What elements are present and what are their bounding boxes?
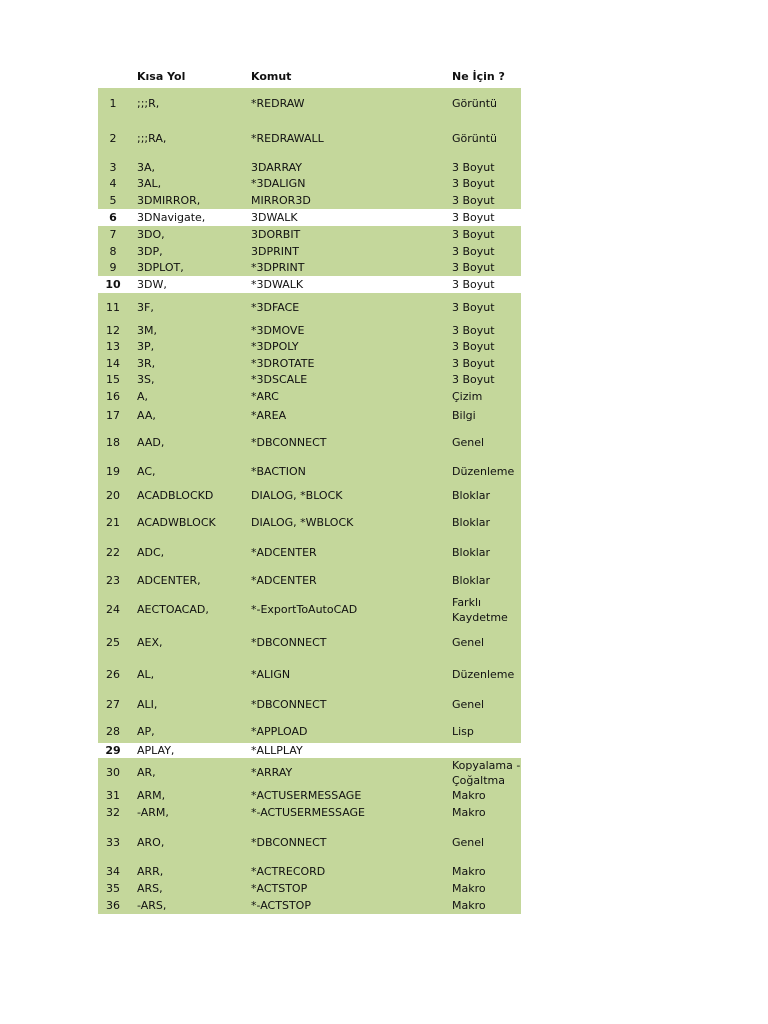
command-cell: *REDRAW <box>251 96 305 110</box>
purpose-cell: Farklı Kaydetme <box>452 595 508 624</box>
row-number: 24 <box>106 603 120 616</box>
table-row <box>98 804 521 821</box>
row-number: 20 <box>106 489 120 502</box>
header-purpose: Ne İçin ? <box>452 70 505 83</box>
table-row <box>98 689 521 720</box>
shortcut-cell: 3DP, <box>137 245 163 258</box>
command-cell: *DBCONNECT <box>251 698 327 711</box>
purpose-cell: Genel <box>452 636 485 649</box>
purpose-cell: Bloklar <box>452 546 491 559</box>
command-cell: *ALLPLAY <box>251 744 303 757</box>
table-row <box>98 322 521 338</box>
command-cell: *3DWALK <box>251 278 304 291</box>
command-cell: *DBCONNECT <box>251 636 327 649</box>
shortcut-cell: 3P, <box>137 340 155 353</box>
shortcut-cell: ALI, <box>137 698 158 711</box>
row-number: 15 <box>106 373 120 386</box>
shortcut-cell: ADCENTER, <box>137 573 201 587</box>
header-short: Kısa Yol <box>137 70 186 83</box>
purpose-cell: Bloklar <box>452 489 491 502</box>
purpose-cell: Makro <box>452 899 486 912</box>
shortcut-cell: AA, <box>137 409 156 422</box>
table-row <box>98 192 521 209</box>
command-cell: *-ACTUSERMESSAGE <box>251 806 366 819</box>
purpose-cell: 3 Boyut <box>452 301 495 314</box>
command-cell: *3DMOVE <box>251 323 305 337</box>
table-row <box>98 625 521 660</box>
purpose-cell: Bloklar <box>452 573 491 587</box>
shortcut-cell: 3R, <box>137 356 156 370</box>
shortcut-cell: AP, <box>137 725 155 738</box>
shortcut-cell: ADC, <box>137 546 165 559</box>
header-command: Komut <box>251 70 292 83</box>
row-number: 16 <box>106 389 120 403</box>
table-row <box>98 821 521 863</box>
shortcut-cell: 3M, <box>137 323 157 337</box>
row-number: 11 <box>106 301 120 314</box>
purpose-cell: Makro <box>452 806 486 819</box>
shortcut-cell: AEX, <box>137 636 163 649</box>
shortcut-cell: ACADBLOCKD <box>137 489 214 502</box>
table-row <box>98 880 521 897</box>
command-cell: *ADCENTER <box>251 573 317 587</box>
purpose-cell: 3 Boyut <box>452 245 495 258</box>
purpose-cell: 3 Boyut <box>452 194 495 207</box>
table-row <box>98 660 521 689</box>
row-number: 13 <box>106 340 120 353</box>
purpose-cell: Genel <box>452 698 485 711</box>
row-number: 17 <box>106 409 120 422</box>
row-number: 7 <box>109 228 117 241</box>
shortcut-cell: ;;;R, <box>137 96 160 110</box>
table-row <box>98 485 521 506</box>
command-cell: *REDRAWALL <box>251 131 324 145</box>
table-row <box>98 88 521 118</box>
shortcut-cell: ARM, <box>137 789 166 802</box>
table-row <box>98 259 521 276</box>
row-number: 35 <box>106 882 120 895</box>
row-number: 18 <box>106 436 120 449</box>
row-number: 10 <box>105 278 121 291</box>
shortcut-cell: ARS, <box>137 882 163 895</box>
purpose-cell: Görüntü <box>452 131 498 145</box>
command-cell: *APPLOAD <box>251 725 308 738</box>
purpose-cell: Görüntü <box>452 96 498 110</box>
shortcut-cell: 3DMIRROR, <box>137 194 201 207</box>
purpose-cell: Makro <box>452 865 486 878</box>
row-number: 19 <box>106 465 120 478</box>
purpose-cell: 3 Boyut <box>452 356 495 370</box>
command-cell: DIALOG, *BLOCK <box>251 489 343 502</box>
command-cell: *DBCONNECT <box>251 835 327 849</box>
shortcut-cell: ARR, <box>137 865 164 878</box>
row-number: 32 <box>106 806 120 819</box>
row-number: 27 <box>106 698 120 711</box>
purpose-cell: Bilgi <box>452 409 476 422</box>
table-row <box>98 539 521 566</box>
row-number: 28 <box>106 725 120 738</box>
row-number: 14 <box>106 356 120 370</box>
row-number: 8 <box>109 245 117 258</box>
command-cell: *-ExportToAutoCAD <box>251 603 358 616</box>
row-number: 5 <box>109 194 117 207</box>
table-row <box>98 743 521 758</box>
row-number: 21 <box>106 516 120 529</box>
row-number: 1 <box>109 96 117 110</box>
table-row <box>98 209 521 226</box>
table-row <box>98 226 521 243</box>
table-row <box>98 863 521 880</box>
row-number: 30 <box>106 766 120 779</box>
table-row <box>98 243 521 260</box>
shortcut-cell: 3F, <box>137 301 154 314</box>
purpose-cell: Düzenleme <box>452 668 515 681</box>
command-cell: 3DARRAY <box>251 160 303 174</box>
shortcut-cell: 3A, <box>137 160 156 174</box>
shortcut-cell: 3S, <box>137 373 155 386</box>
row-number: 31 <box>106 789 120 802</box>
row-number: 6 <box>109 211 117 224</box>
table-row <box>98 338 521 355</box>
shortcut-cell: -ARM, <box>137 806 169 819</box>
command-cell: 3DWALK <box>251 211 298 224</box>
purpose-cell: 3 Boyut <box>452 373 495 386</box>
purpose-cell: Lisp <box>452 725 474 738</box>
command-cell: *3DALIGN <box>251 177 306 190</box>
table-row <box>98 458 521 485</box>
table-row <box>98 506 521 539</box>
table-row <box>98 427 521 458</box>
row-number: 2 <box>109 131 117 145</box>
command-cell: *ARC <box>251 389 279 403</box>
row-number: 3 <box>109 160 117 174</box>
purpose-cell: 3 Boyut <box>452 261 495 274</box>
row-number: 9 <box>109 261 117 274</box>
command-cell: 3DPRINT <box>251 245 299 258</box>
command-cell: *ACTUSERMESSAGE <box>251 789 362 802</box>
purpose-cell <box>452 743 521 758</box>
table-row <box>98 594 521 625</box>
shortcut-cell: 3DO, <box>137 228 165 241</box>
purpose-cell: Makro <box>452 882 486 895</box>
command-cell: *DBCONNECT <box>251 436 327 449</box>
row-number: 23 <box>106 573 120 587</box>
shortcut-cell: 3DW, <box>137 278 167 291</box>
command-cell: DIALOG, *WBLOCK <box>251 516 354 529</box>
row-number: 29 <box>105 744 121 757</box>
command-cell: *ADCENTER <box>251 546 317 559</box>
table-row <box>98 388 521 404</box>
shortcut-cell: ;;;RA, <box>137 131 167 145</box>
shortcut-cell: AL, <box>137 668 155 681</box>
command-cell: *3DSCALE <box>251 373 308 386</box>
table-row <box>98 175 521 192</box>
row-number: 12 <box>106 323 120 337</box>
shortcut-cell: 3AL, <box>137 177 162 190</box>
table-row <box>98 118 521 158</box>
row-number: 36 <box>106 899 120 912</box>
row-number: 26 <box>106 668 120 681</box>
command-cell: *3DPOLY <box>251 340 299 353</box>
shortcut-cell: 3DNavigate, <box>137 211 206 224</box>
shortcut-cell: AAD, <box>137 436 165 449</box>
shortcut-cell: AECTOACAD, <box>137 603 209 616</box>
command-cell: *BACTION <box>251 465 306 478</box>
purpose-cell: Bloklar <box>452 516 491 529</box>
shortcut-cell: A, <box>137 389 149 403</box>
purpose-cell: 3 Boyut <box>452 160 495 174</box>
table-row <box>98 371 521 388</box>
command-cell: MIRROR3D <box>251 194 311 207</box>
table-row <box>98 276 521 293</box>
purpose-cell: 3 Boyut <box>452 177 495 190</box>
shortcut-cell: ARO, <box>137 835 165 849</box>
command-cell: *AREA <box>251 409 287 422</box>
purpose-cell: 3 Boyut <box>452 340 495 353</box>
purpose-cell: Kopyalama - Çoğaltma <box>452 758 521 787</box>
purpose-cell: Genel <box>452 436 485 449</box>
purpose-cell: Genel <box>452 835 485 849</box>
row-number: 34 <box>106 865 120 878</box>
row-number: 33 <box>106 835 120 849</box>
command-cell: *ACTSTOP <box>251 882 308 895</box>
table-row <box>98 566 521 594</box>
table-row <box>98 787 521 804</box>
purpose-cell: Düzenleme <box>452 465 515 478</box>
shortcut-cell: AR, <box>137 766 156 779</box>
purpose-cell: 3 Boyut <box>452 228 495 241</box>
purpose-cell: Makro <box>452 789 486 802</box>
command-cell: 3DORBIT <box>251 228 301 241</box>
table-row <box>98 404 521 427</box>
shortcut-cell: ACADWBLOCK <box>137 516 216 529</box>
table-row <box>98 897 521 914</box>
purpose-cell: Çizim <box>452 389 483 403</box>
table-row <box>98 720 521 743</box>
command-cell: *ALIGN <box>251 668 291 681</box>
shortcut-cell: 3DPLOT, <box>137 261 184 274</box>
shortcut-cell: -ARS, <box>137 899 167 912</box>
table-row <box>98 293 521 322</box>
row-number: 4 <box>109 177 117 190</box>
shortcut-cell: APLAY, <box>137 744 175 757</box>
command-cell: *ARRAY <box>251 766 293 779</box>
command-cell: *-ACTSTOP <box>251 899 311 912</box>
purpose-cell: 3 Boyut <box>452 278 495 291</box>
purpose-cell: 3 Boyut <box>452 323 495 337</box>
row-number: 25 <box>106 636 120 649</box>
row-number: 22 <box>106 546 120 559</box>
command-cell: *3DFACE <box>251 301 300 314</box>
command-cell: *3DPRINT <box>251 261 305 274</box>
table-row <box>98 355 521 371</box>
command-cell: *ACTRECORD <box>251 865 326 878</box>
table-row <box>98 158 521 176</box>
table-row <box>98 758 521 787</box>
purpose-cell: 3 Boyut <box>452 211 495 224</box>
shortcut-cell: AC, <box>137 465 156 478</box>
command-cell: *3DROTATE <box>251 356 315 370</box>
